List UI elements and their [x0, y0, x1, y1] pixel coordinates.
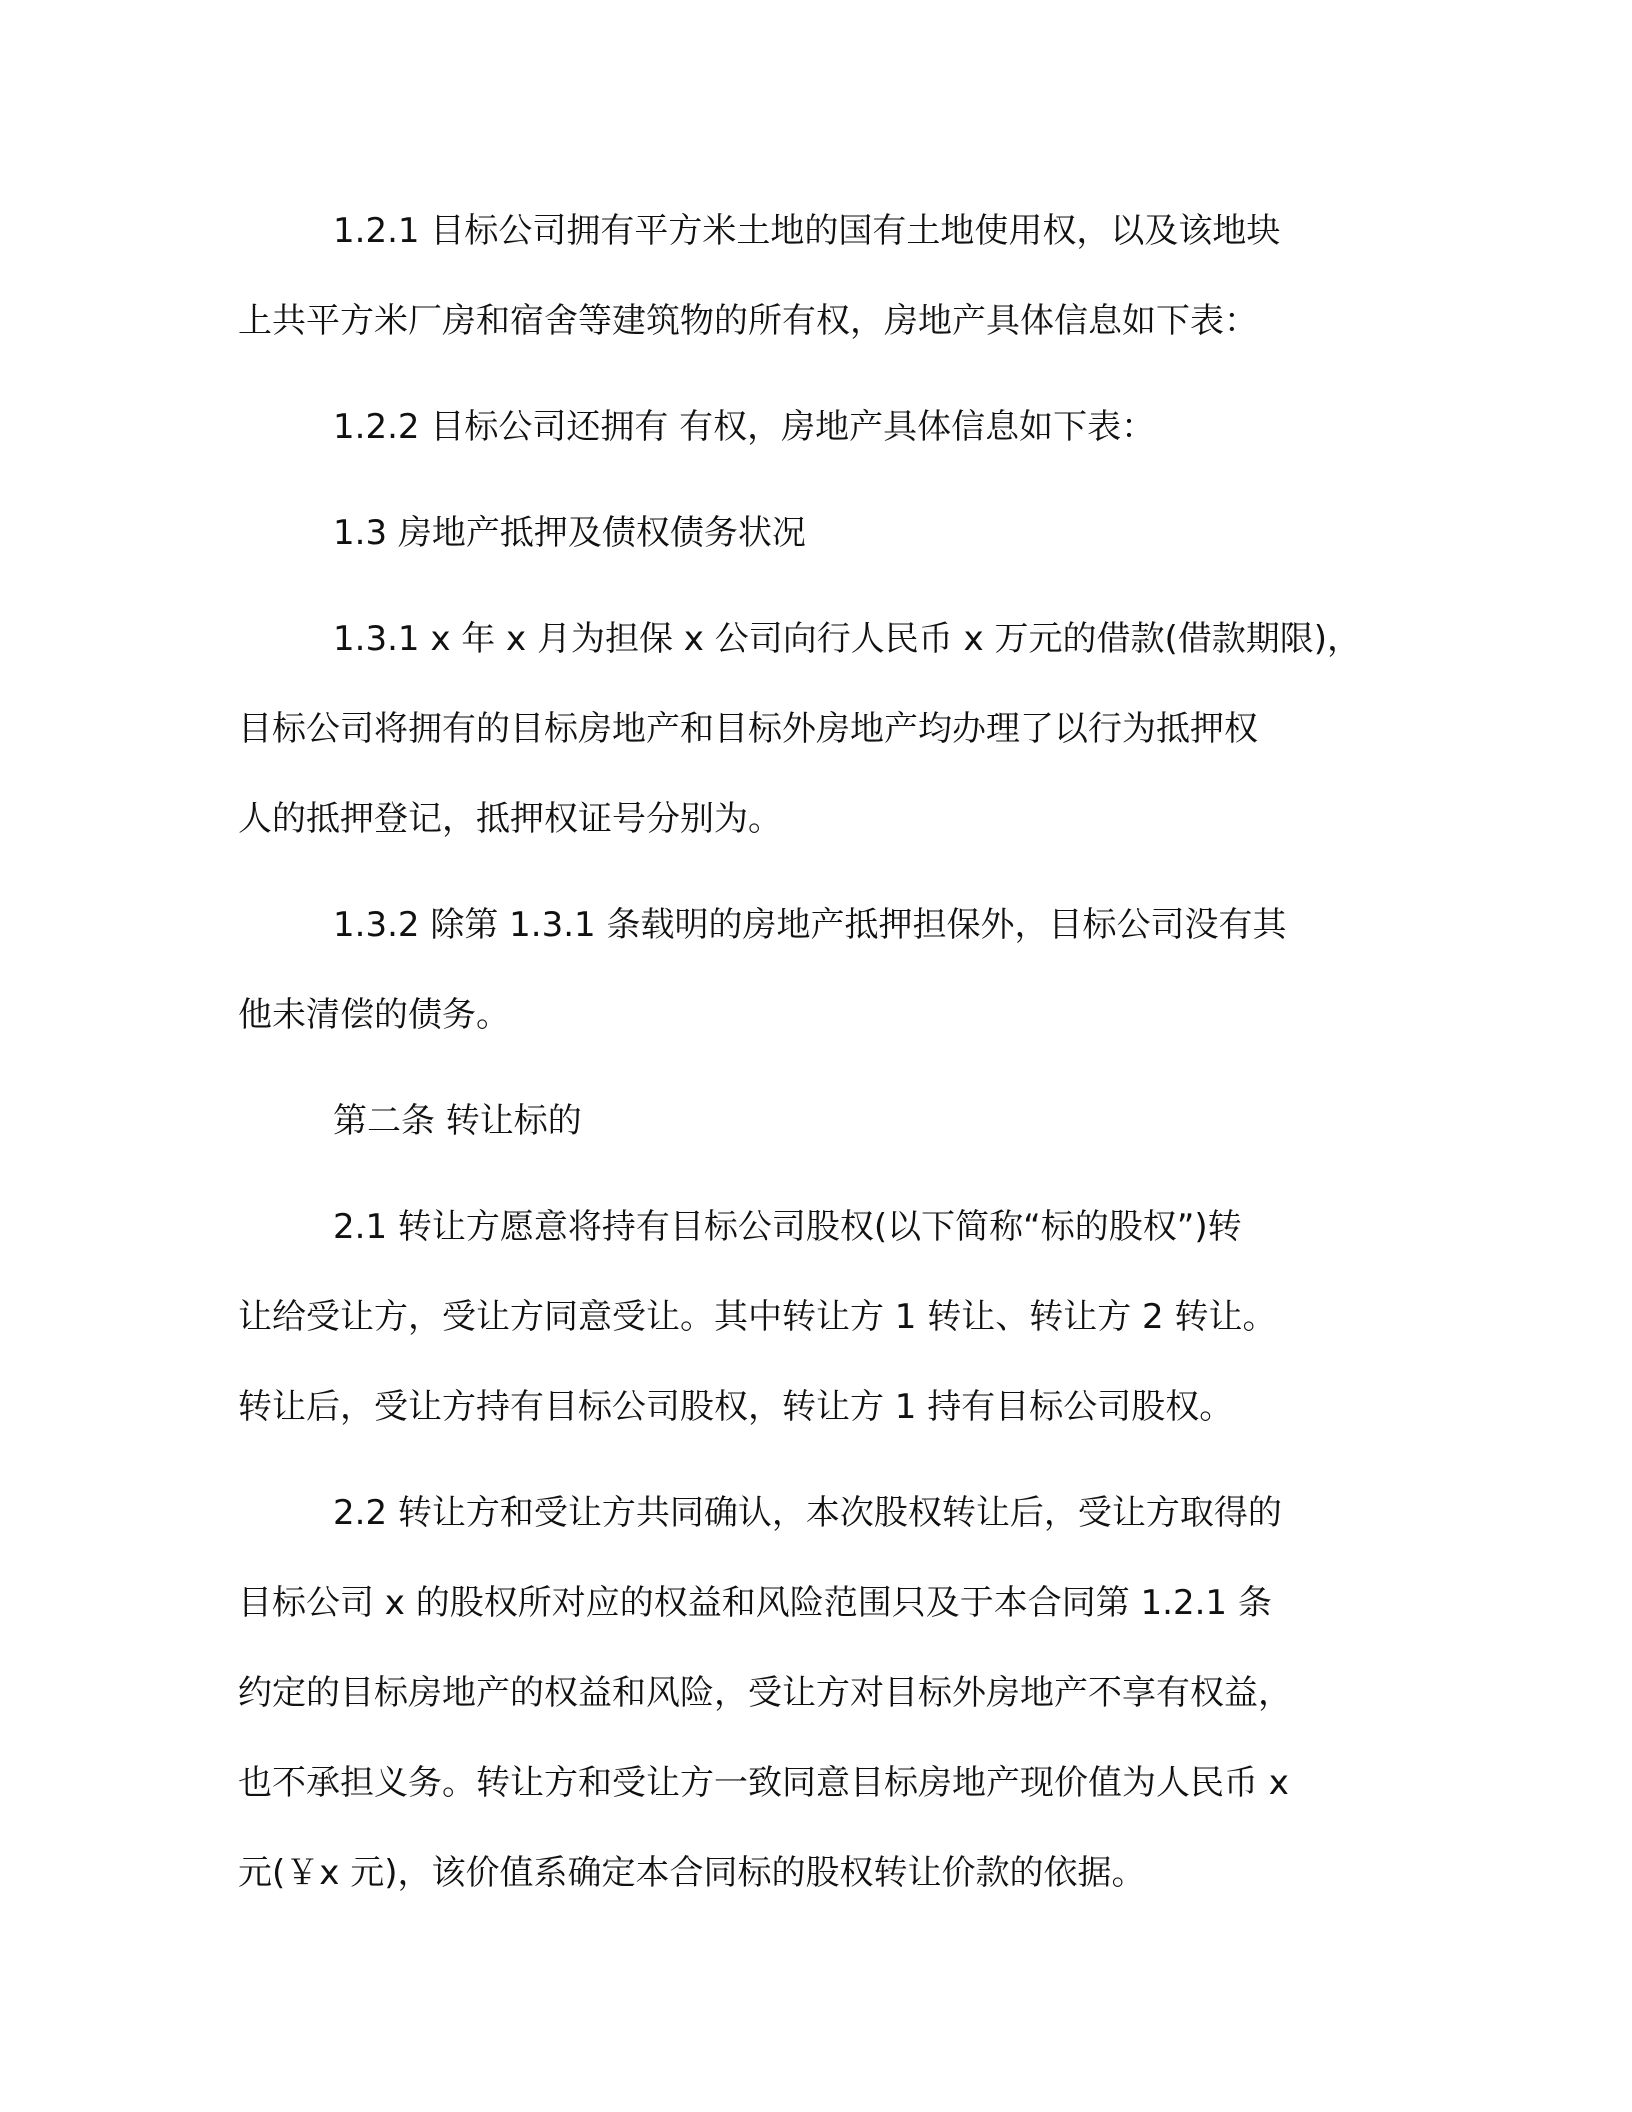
text-line: 第二条 转让标的 — [333, 1101, 582, 1141]
text-line: 元(￥x 元)，该价值系确定本合同标的股权转让价款的依据。 — [238, 1853, 1146, 1893]
paragraph-1-3-1 — [238, 594, 1418, 864]
text-line: 1.2.1 目标公司拥有平方米土地的国有土地使用权，以及该地块 — [333, 211, 1281, 251]
paragraph-1-3-2 — [238, 880, 1418, 1060]
text-line: 约定的目标房地产的权益和风险，受让方对目标外房地产不享有权益， — [238, 1673, 1292, 1713]
paragraph-1-2-1 — [238, 186, 1418, 366]
text-line: 目标公司 x 的股权所对应的权益和风险范围只及于本合同第 1.2.1 条 — [238, 1583, 1272, 1623]
text-line: 2.2 转让方和受让方共同确认，本次股权转让后，受让方取得的 — [333, 1493, 1282, 1533]
text-line: 2.1 转让方愿意将持有目标公司股权(以下简称“标的股权”)转 — [333, 1207, 1242, 1247]
text-line: 1.2.2 目标公司还拥有 有权，房地产具体信息如下表： — [333, 407, 1156, 447]
paragraph-2-2 — [238, 1468, 1418, 1918]
text-line: 让给受让方，受让方同意受让。其中转让方 1 转让、转让方 2 转让。 — [238, 1297, 1277, 1337]
text-line: 也不承担义务。转让方和受让方一致同意目标房地产现价值为人民币 x — [238, 1763, 1289, 1803]
text-line: 人的抵押登记，抵押权证号分别为。 — [238, 799, 782, 839]
paragraph-2-1 — [238, 1182, 1418, 1452]
text-line: 转让后，受让方持有目标公司股权，转让方 1 持有目标公司股权。 — [238, 1387, 1234, 1427]
text-line: 1.3 房地产抵押及债权债务状况 — [333, 513, 806, 553]
paragraph-1-2-2 — [238, 382, 1418, 472]
document-body — [238, 186, 1418, 1934]
section-heading-1-3 — [238, 488, 1418, 578]
text-line: 1.3.1 x 年 x 月为担保 x 公司向行人民币 x 万元的借款(借款期限)， — [333, 619, 1361, 659]
text-line: 他未清偿的债务。 — [238, 995, 510, 1035]
text-line: 上共平方米厂房和宿舍等建筑物的所有权，房地产具体信息如下表： — [238, 301, 1258, 341]
text-line: 1.3.2 除第 1.3.1 条载明的房地产抵押担保外，目标公司没有其 — [333, 905, 1287, 945]
article-heading-2 — [238, 1076, 1418, 1166]
text-line: 目标公司将拥有的目标房地产和目标外房地产均办理了以行为抵押权 — [238, 709, 1258, 749]
